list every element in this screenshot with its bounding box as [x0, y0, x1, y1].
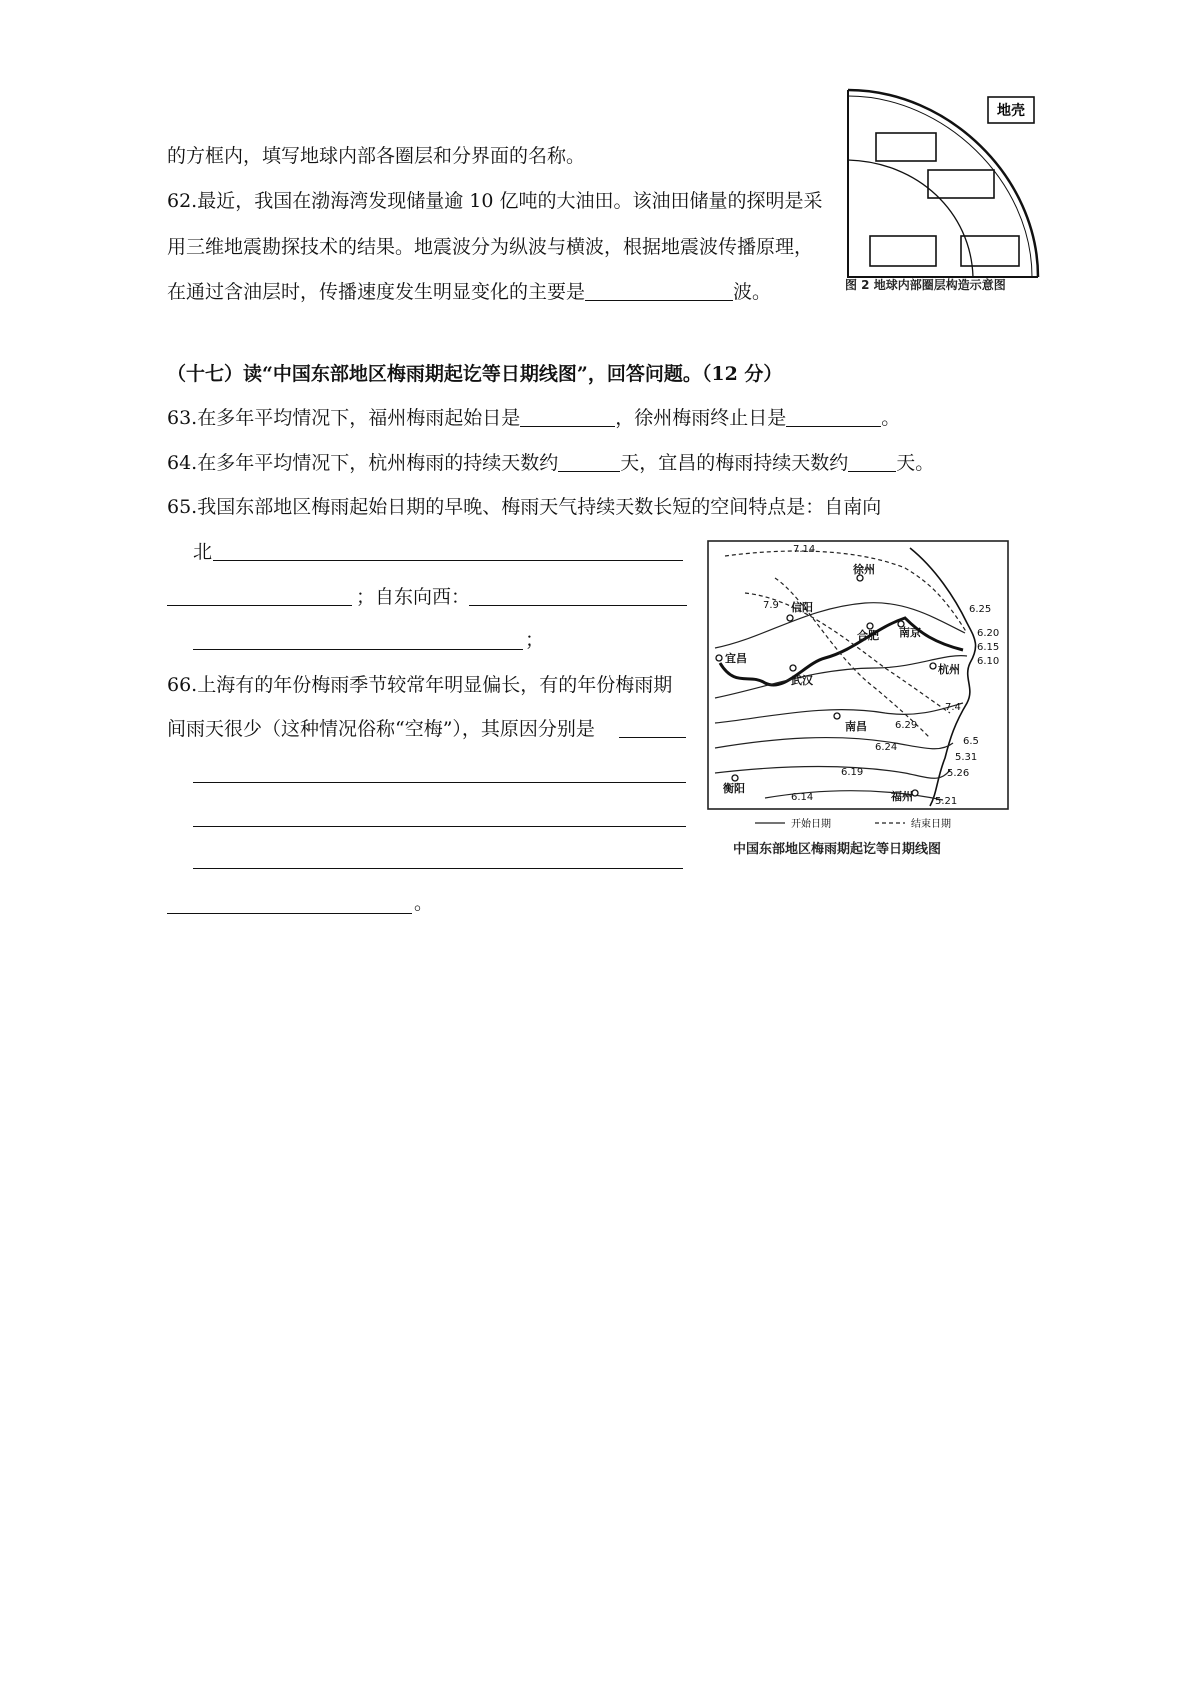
layer-box-1[interactable]	[876, 133, 936, 161]
legend-start-date: 开始日期	[791, 819, 831, 830]
date-label-6-29: 6.29	[895, 720, 918, 731]
city-label-xinyang: 信阳	[791, 601, 813, 614]
q64-line: 64.在多年平均情况下，杭州梅雨的持续天数约 天，宜昌的梅雨持续天数约 天。	[167, 452, 935, 474]
earth-structure-figure	[843, 82, 1043, 302]
q63-blank-fuzhou[interactable]	[520, 406, 615, 427]
city-label-hangzhou: 杭州	[938, 663, 960, 676]
q65-line4: ；	[525, 629, 545, 651]
date-label-5-26: 5.26	[947, 768, 970, 779]
q66-blank-2[interactable]	[193, 782, 686, 783]
date-label-7-14: 7.14	[793, 544, 816, 555]
q65-blank-east-west-b[interactable]	[193, 649, 523, 650]
q66-final-period: 。	[414, 892, 434, 914]
layer-box-3[interactable]	[870, 236, 936, 266]
meiyu-map	[705, 538, 1015, 838]
city-label-nanjing: 南京	[899, 626, 921, 639]
city-label-fuzhou: 福州	[891, 790, 913, 803]
earth-structure-diagram	[843, 82, 1043, 302]
q63-blank-xuzhou[interactable]	[786, 406, 881, 427]
q64-blank-hangzhou[interactable]	[558, 451, 620, 472]
city-label-xuzhou: 徐州	[853, 563, 875, 576]
date-label-7-4: 7.4	[945, 702, 961, 713]
q66-line2: 间雨天很少（这种情况俗称“空梅”），其原因分别是	[167, 718, 595, 740]
q65-blank-east-west-a[interactable]	[469, 605, 687, 606]
q64-blank-yichang[interactable]	[848, 451, 896, 472]
date-label-5-21: 5.21	[935, 796, 958, 807]
q65-blank-south-north-a[interactable]	[213, 560, 683, 561]
date-label-6-25: 6.25	[969, 604, 992, 615]
q66-blank-1[interactable]	[619, 737, 686, 738]
date-label-6-19: 6.19	[841, 767, 864, 778]
q65-blank-south-north-b[interactable]	[167, 605, 352, 606]
q61-tail-text: 的方框内，填写地球内部各圈层和分界面的名称。	[167, 145, 586, 167]
date-label-7-9: 7.9	[763, 600, 779, 611]
date-label-6-20: 6.20	[977, 628, 1000, 639]
date-label-6-15: 6.15	[977, 642, 1000, 653]
date-label-6-5: 6.5	[963, 736, 979, 747]
q65-line2: 北	[193, 541, 213, 563]
date-label-5-31: 5.31	[955, 752, 978, 763]
q66-blank-5[interactable]	[167, 913, 412, 914]
legend-end-date: 结束日期	[911, 819, 951, 830]
q66-blank-4[interactable]	[193, 868, 683, 869]
q65-line3: ；自东向西：	[356, 586, 471, 608]
date-label-6-10: 6.10	[977, 656, 1000, 667]
date-label-6-14: 6.14	[791, 792, 814, 803]
q66-blank-3[interactable]	[193, 826, 686, 827]
city-label-wuhan: 武汉	[791, 674, 813, 687]
q62-answer-blank[interactable]	[585, 280, 733, 301]
section-17-heading: （十七）读“中国东部地区梅雨期起讫等日期线图”，回答问题。（12 分）	[167, 363, 783, 385]
q62-line2: 用三维地震勘探技术的结果。地震波分为纵波与横波，根据地震波传播原理，	[167, 236, 814, 258]
q62-line1: 62.最近，我国在渤海湾发现储量逾 10 亿吨的大油田。该油田储量的探明是采	[167, 190, 823, 212]
city-label-yichang: 宜昌	[725, 652, 747, 665]
date-label-6-24: 6.24	[875, 742, 898, 753]
city-label-hengyang: 衡阳	[723, 782, 745, 795]
earth-figure-caption: 图 2 地球内部圈层构造示意图	[845, 278, 1006, 292]
meiyu-map-caption: 中国东部地区梅雨期起讫等日期线图	[733, 842, 942, 857]
layer-box-2[interactable]	[928, 170, 994, 198]
crust-label: 地壳	[997, 103, 1025, 119]
q65-line1: 65.我国东部地区梅雨起始日期的早晚、梅雨天气持续天数长短的空间特点是：自南向	[167, 496, 882, 518]
q63-line: 63.在多年平均情况下，福州梅雨起始日是 ，徐州梅雨终止日是 。	[167, 407, 901, 429]
city-label-nanchang: 南昌	[845, 720, 867, 733]
city-label-hefei: 合肥	[857, 629, 879, 642]
meiyu-map-figure	[705, 538, 1015, 860]
q62-line3: 在通过含油层时，传播速度发生明显变化的主要是 波。	[167, 281, 772, 303]
q66-line1: 66.上海有的年份梅雨季节较常年明显偏长，有的年份梅雨期	[167, 674, 673, 696]
